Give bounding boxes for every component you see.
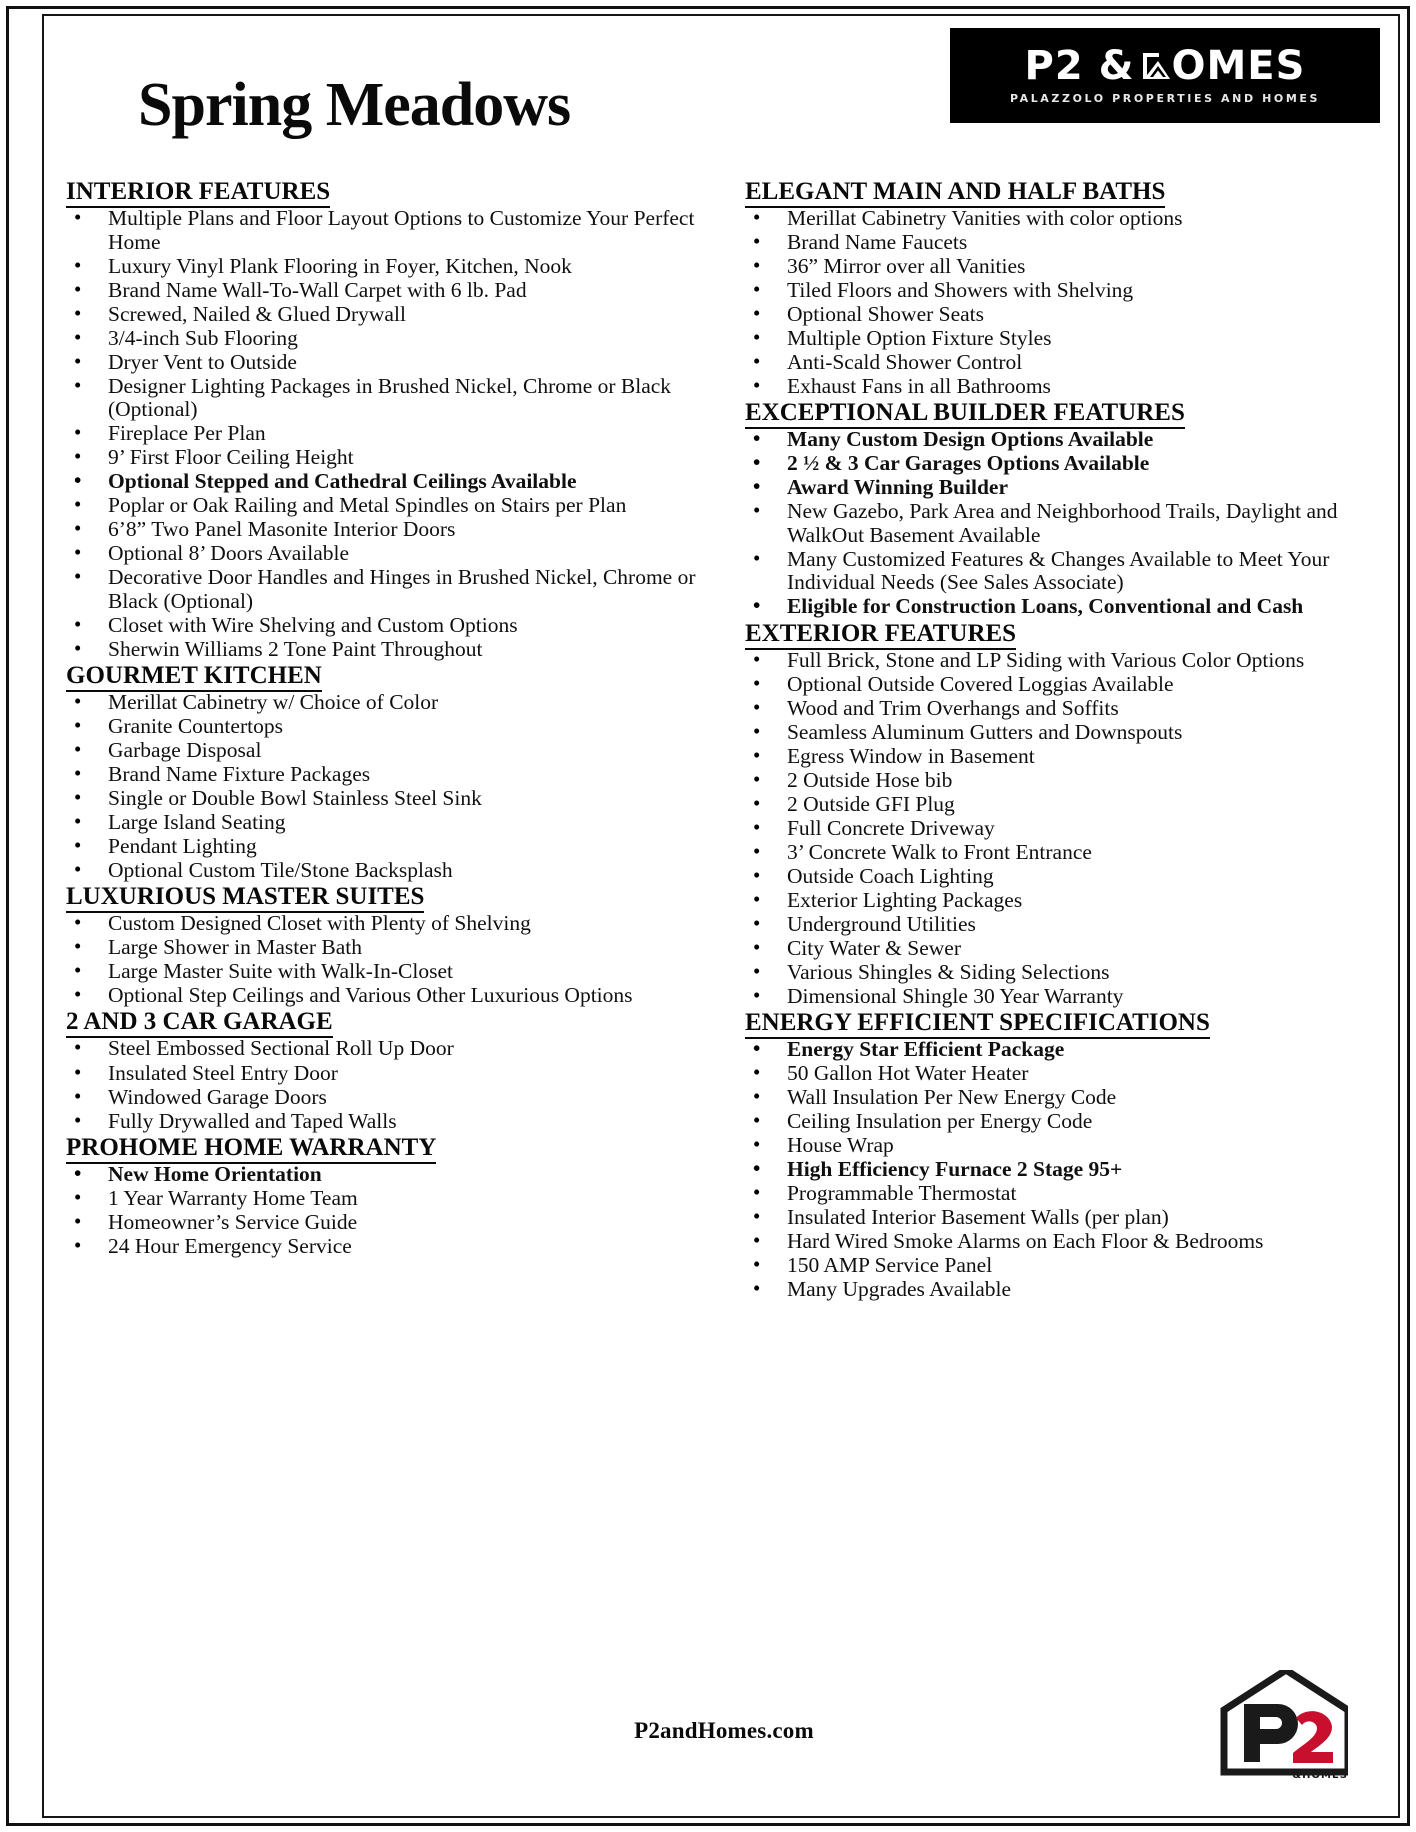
page-header <box>60 24 1388 174</box>
feature-list-item: • Homeowner’s Service Guide <box>66 1211 713 1235</box>
section-heading-text: EXTERIOR FEATURES <box>745 620 1016 650</box>
feature-list-item: • 24 Hour Emergency Service <box>66 1235 713 1259</box>
feature-list-item: • Multiple Option Fixture Styles <box>745 327 1388 351</box>
feature-list-item: • Underground Utilities <box>745 913 1388 937</box>
feature-list-item: • Brand Name Fixture Packages <box>66 763 713 787</box>
feature-list-item: • Windowed Garage Doors <box>66 1086 713 1110</box>
feature-list-item: • Programmable Thermostat <box>745 1182 1388 1206</box>
feature-list-item: • 36” Mirror over all Vanities <box>745 255 1388 279</box>
section-heading <box>745 178 1388 206</box>
section-heading <box>66 662 713 690</box>
feature-list-item: • 2 ½ & 3 Car Garages Options Available <box>745 452 1388 476</box>
feature-list-item: • New Home Orientation <box>66 1163 713 1187</box>
feature-list-item: • Sherwin Williams 2 Tone Paint Throughout <box>66 638 713 662</box>
feature-list-item: • 50 Gallon Hot Water Heater <box>745 1062 1388 1086</box>
section-heading-text: GOURMET KITCHEN <box>66 662 322 692</box>
feature-list-item: • Large Shower in Master Bath <box>66 936 713 960</box>
feature-list-item: • Garbage Disposal <box>66 739 713 763</box>
feature-list-item: • Steel Embossed Sectional Roll Up Door <box>66 1037 713 1061</box>
feature-list <box>66 1163 713 1259</box>
feature-list-item: • 1 Year Warranty Home Team <box>66 1187 713 1211</box>
section-heading-text: ENERGY EFFICIENT SPECIFICATIONS <box>745 1009 1210 1039</box>
feature-list-item: • Optional Custom Tile/Stone Backsplash <box>66 859 713 883</box>
feature-list-item: • Large Island Seating <box>66 811 713 835</box>
feature-list-item: • Screwed, Nailed & Glued Drywall <box>66 303 713 327</box>
feature-list-item: • Luxury Vinyl Plank Flooring in Foyer, Kitchen, Nook <box>66 255 713 279</box>
features-columns <box>60 178 1388 1302</box>
website-url[interactable]: P2andHomes.com <box>634 1718 814 1743</box>
feature-list-item: • Full Brick, Stone and LP Siding with Various Color Options <box>745 649 1388 673</box>
feature-list-item: • 3/4-inch Sub Flooring <box>66 327 713 351</box>
feature-list-item: • 6’8” Two Panel Masonite Interior Doors <box>66 518 713 542</box>
feature-list-item: • Tiled Floors and Showers with Shelving <box>745 279 1388 303</box>
logo-text-p2: P2 & <box>1024 43 1135 89</box>
feature-list <box>66 207 713 662</box>
feature-list-item: • Ceiling Insulation per Energy Code <box>745 1110 1388 1134</box>
feature-list-item: • Insulated Interior Basement Walls (per plan) <box>745 1206 1388 1230</box>
feature-list-item: • Designer Lighting Packages in Brushed Nickel, Chrome or Black (Optional) <box>66 375 713 422</box>
feature-list <box>66 691 713 883</box>
feature-list-item: • Fully Drywalled and Taped Walls <box>66 1110 713 1134</box>
feature-list-item: • Exterior Lighting Packages <box>745 889 1388 913</box>
feature-list-item: • Large Master Suite with Walk-In-Closet <box>66 960 713 984</box>
feature-list-item: • Award Winning Builder <box>745 476 1388 500</box>
feature-list-item: • Pendant Lighting <box>66 835 713 859</box>
section-heading-text: INTERIOR FEATURES <box>66 178 330 208</box>
feature-list <box>745 207 1388 399</box>
right-column <box>735 178 1388 1302</box>
section-heading <box>66 1008 713 1036</box>
feature-list <box>66 912 713 1008</box>
feature-list-item: • Decorative Door Handles and Hinges in Brushed Nickel, Chrome or Black (Optional) <box>66 566 713 613</box>
feature-list-item: • City Water & Sewer <box>745 937 1388 961</box>
section-heading <box>745 399 1388 427</box>
house-roof-icon <box>1141 51 1171 81</box>
feature-list-item: • Merillat Cabinetry w/ Choice of Color <box>66 691 713 715</box>
feature-list-item: • Custom Designed Closet with Plenty of Shelving <box>66 912 713 936</box>
footer-p2-logo <box>1218 1670 1348 1782</box>
left-column <box>60 178 713 1302</box>
feature-list-item: • Full Concrete Driveway <box>745 817 1388 841</box>
feature-list-item: • Single or Double Bowl Stainless Steel Sink <box>66 787 713 811</box>
feature-list-item: • Anti-Scald Shower Control <box>745 351 1388 375</box>
feature-list-item: • Fireplace Per Plan <box>66 422 713 446</box>
feature-list-item: • Optional Stepped and Cathedral Ceilings Available <box>66 470 713 494</box>
feature-list-item: • Optional 8’ Doors Available <box>66 542 713 566</box>
feature-list-item: • Various Shingles & Siding Selections <box>745 961 1388 985</box>
feature-list-item: • Insulated Steel Entry Door <box>66 1062 713 1086</box>
feature-list-item: • Wood and Trim Overhangs and Soffits <box>745 697 1388 721</box>
feature-list-item: • Dryer Vent to Outside <box>66 351 713 375</box>
feature-list <box>745 649 1388 1009</box>
feature-list-item: • Outside Coach Lighting <box>745 865 1388 889</box>
feature-list-item: • Brand Name Faucets <box>745 231 1388 255</box>
feature-list-item: • Hard Wired Smoke Alarms on Each Floor & Bedrooms <box>745 1230 1388 1254</box>
feature-list-item: • Egress Window in Basement <box>745 745 1388 769</box>
feature-list-item: • Merillat Cabinetry Vanities with color options <box>745 207 1388 231</box>
section-heading-text: ELEGANT MAIN AND HALF BATHS <box>745 178 1165 208</box>
section-heading <box>745 1009 1388 1037</box>
page-content <box>60 24 1388 1808</box>
feature-list-item: • Granite Countertops <box>66 715 713 739</box>
feature-list-item: • High Efficiency Furnace 2 Stage 95+ <box>745 1158 1388 1182</box>
feature-list-item: • Wall Insulation Per New Energy Code <box>745 1086 1388 1110</box>
feature-list-item: • Optional Step Ceilings and Various Other Luxurious Options <box>66 984 713 1008</box>
feature-list-item: • Optional Outside Covered Loggias Available <box>745 673 1388 697</box>
company-logo-wordmark <box>1024 43 1306 89</box>
feature-list <box>745 428 1388 619</box>
section-heading <box>66 178 713 206</box>
feature-list-item: • 150 AMP Service Panel <box>745 1254 1388 1278</box>
page-footer <box>60 1670 1388 1790</box>
company-logo-banner <box>950 28 1380 123</box>
feature-list-item: • Optional Shower Seats <box>745 303 1388 327</box>
feature-list-item: • Many Upgrades Available <box>745 1278 1388 1302</box>
company-logo-tagline: PALAZZOLO PROPERTIES AND HOMES <box>1009 92 1321 105</box>
feature-list-item: • Dimensional Shingle 30 Year Warranty <box>745 985 1388 1009</box>
feature-list-item: • Closet with Wire Shelving and Custom Options <box>66 614 713 638</box>
section-heading <box>745 620 1388 648</box>
feature-list <box>745 1038 1388 1302</box>
feature-list-item: • New Gazebo, Park Area and Neighborhood Trails, Daylight and WalkOut Basement Available <box>745 500 1388 547</box>
page-title: Spring Meadows <box>138 71 571 139</box>
feature-list-item: • Eligible for Construction Loans, Conventional and Cash <box>745 595 1388 619</box>
feature-list-item: • Multiple Plans and Floor Layout Options to Customize Your Perfect Home <box>66 207 713 254</box>
feature-list-item: • Many Custom Design Options Available <box>745 428 1388 452</box>
section-heading-text: LUXURIOUS MASTER SUITES <box>66 883 424 913</box>
section-heading <box>66 883 713 911</box>
section-heading-text: PROHOME HOME WARRANTY <box>66 1134 436 1164</box>
feature-list-item: • Seamless Aluminum Gutters and Downspouts <box>745 721 1388 745</box>
feature-list-item: • 9’ First Floor Ceiling Height <box>66 446 713 470</box>
feature-list-item: • Many Customized Features & Changes Available to Meet Your Individual Needs (See Sales Associate) <box>745 548 1388 595</box>
feature-list-item: • House Wrap <box>745 1134 1388 1158</box>
section-heading <box>66 1134 713 1162</box>
section-heading-text: 2 AND 3 CAR GARAGE <box>66 1008 333 1038</box>
feature-list <box>66 1037 713 1133</box>
feature-list-item: • Brand Name Wall-To-Wall Carpet with 6 lb. Pad <box>66 279 713 303</box>
feature-list-item: • 2 Outside GFI Plug <box>745 793 1388 817</box>
feature-list-item: • Poplar or Oak Railing and Metal Spindles on Stairs per Plan <box>66 494 713 518</box>
feature-list-item: • 2 Outside Hose bib <box>745 769 1388 793</box>
feature-list-item: • Exhaust Fans in all Bathrooms <box>745 375 1388 399</box>
logo-text-homes: OMES <box>1171 43 1306 89</box>
feature-list-item: • 3’ Concrete Walk to Front Entrance <box>745 841 1388 865</box>
footer-logo-sublabel: &HOMES <box>1292 1770 1348 1781</box>
feature-list-item: • Energy Star Efficient Package <box>745 1038 1388 1062</box>
section-heading-text: EXCEPTIONAL BUILDER FEATURES <box>745 399 1185 429</box>
